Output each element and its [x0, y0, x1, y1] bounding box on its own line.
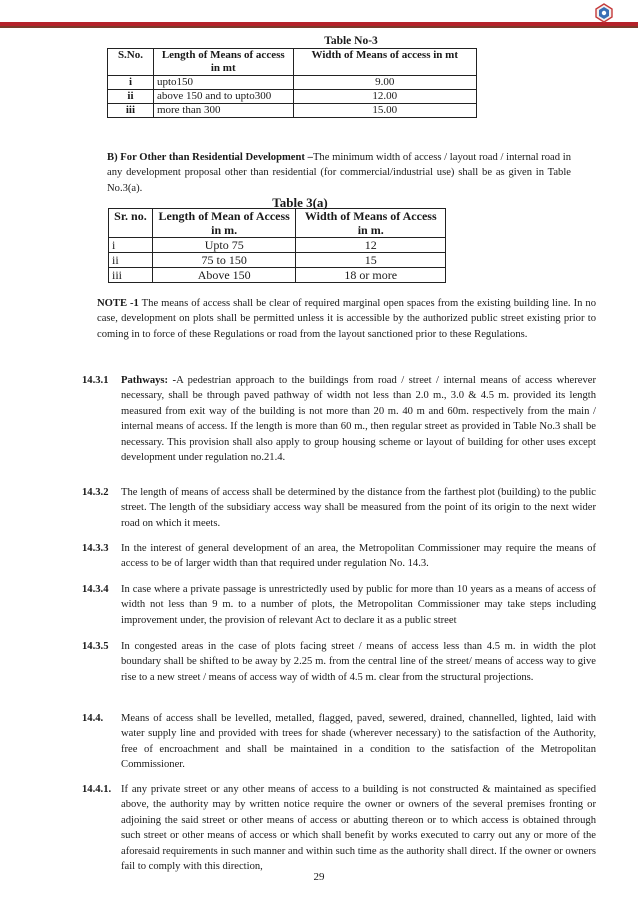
section-b-heading: B) For Other than Residential Development –	[107, 152, 313, 163]
width-cell: 12	[296, 238, 446, 253]
column-header: Length of Means of access in mt	[153, 49, 293, 76]
width-cell: 9.00	[293, 76, 476, 90]
sno-cell: iii	[108, 104, 154, 118]
clause-number: 14.4.1.	[82, 784, 112, 795]
clause-paragraph	[121, 373, 596, 465]
clause-paragraph: If any private street or any other means of access to a building is not constructed & maintained as specified above, the authority may by written notice require the owner or owners of the several premises fronting or adjoining the said street or other means of access or abutting thereon or to which access is obtained through such street or other means of access or which shall benefit by works executed to carry out any or more of the aforesaid requirements in such manner and within such time as the authority shall direct. If the owner or owners fail to comply with this direction,	[121, 784, 596, 873]
table-row	[108, 104, 477, 118]
column-header: S.No.	[108, 49, 154, 76]
table-header-row	[109, 209, 446, 238]
clause-paragraph: The length of means of access shall be determined by the distance from the farthest plot (building) to the public street. The length of the subsidiary access way shall be measured from the point of its origin to the next wider road on which it meets.	[121, 487, 596, 529]
clause-paragraph: Means of access shall be levelled, metalled, flagged, paved, sewered, drained, channelled, lighted, laid with water supply line and provided with trees for shade (wherever necessary) to the satisfaction of the Authority, free of encroachment and shall be maintained in a condition to the satisfaction of the Metropolitan Commissioner.	[121, 713, 596, 771]
width-cell: 15.00	[293, 104, 476, 118]
section-b-text: The minimum width of access / layout road / internal road in any development proposal other than residential (for commercial/industrial use) shall be as given in Table No.3(a).	[107, 152, 571, 194]
width-cell: 12.00	[293, 90, 476, 104]
length-cell: Above 150	[152, 268, 296, 283]
table3	[107, 48, 477, 118]
note-text: The means of access shall be clear of required marginal open spaces from the existing building line. In no case, development on plots shall be permitted unless it is accessible by the authorized public street existing prior to coming in to force of these Regulations or road from the layout sanctioned prior to these Regulations.	[97, 298, 596, 340]
sr-cell: ii	[109, 253, 153, 268]
table-row	[109, 238, 446, 253]
header-rule-underline	[0, 26, 638, 28]
length-cell: upto150	[153, 76, 293, 90]
clause-number: 14.3.4	[82, 584, 109, 595]
clause-number: 14.4.	[82, 713, 104, 724]
clause-lead: Pathways: -	[121, 375, 177, 386]
sr-cell: i	[109, 238, 153, 253]
clause-number: 14.3.3	[82, 543, 109, 554]
length-cell: more than 300	[153, 104, 293, 118]
length-cell: above 150 and to upto300	[153, 90, 293, 104]
table-header-row	[108, 49, 477, 76]
column-header: Width of Means of access in mt	[293, 49, 476, 76]
column-header: Sr. no.	[109, 209, 153, 238]
table-row	[109, 268, 446, 283]
clause-paragraph: In the interest of general development of an area, the Metropolitan Commissioner may require the means of access to be of larger width than that required under regulation No. 14.3.	[121, 543, 596, 570]
width-cell: 18 or more	[296, 268, 446, 283]
table-row	[108, 90, 477, 104]
table3a	[108, 208, 446, 283]
note-paragraph	[97, 296, 596, 342]
table-row	[109, 253, 446, 268]
length-cell: 75 to 150	[152, 253, 296, 268]
table-row	[108, 76, 477, 90]
column-header: Length of Mean of Access in m.	[152, 209, 296, 238]
sr-cell: iii	[109, 268, 153, 283]
width-cell: 15	[296, 253, 446, 268]
clause-paragraph: In congested areas in the case of plots facing street / means of access less than 4.5 m. in width the plot boundary shall be shifted to be away by 2.25 m. from the central line of the street/ means of access way to give rise to a new street / means of access way of width of 4.5 m. clear from the structural projections.	[121, 641, 596, 683]
table3-caption: Table No-3	[324, 35, 378, 47]
clause-number: 14.3.2	[82, 487, 109, 498]
clause-number: 14.3.5	[82, 641, 109, 652]
column-header: Width of Means of Access in m.	[296, 209, 446, 238]
section-b-paragraph	[107, 150, 571, 196]
sno-cell: ii	[108, 90, 154, 104]
page-number: 29	[313, 871, 325, 883]
clause-paragraph: In case where a private passage is unrestrictedly used by public for more than 10 years as a means of access of width not less than 9 m. to a number of plots, the Metropolitan Commissioner may take steps including improvement under, the provision of relevant Act to declare it as a public street	[121, 584, 596, 626]
clause-text: A pedestrian approach to the buildings from road / street / internal means of access wherever necessary, shall be through paved pathway of width not less than 2.0 m., 3.0 & 4.5 m. provided its length measured from exit way of the building is not more than 20 m. 40 m and 60m. respectively from the main / internal means of access. If the length is more than 60 m., then regular street as provided in Table No.3 shall be necessary. This provision shall also apply to group housing scheme or layout of building for other uses except development under regulation no.21.4.	[121, 375, 596, 464]
note-label: NOTE -1	[97, 298, 139, 309]
clause-number: 14.3.1	[82, 375, 109, 386]
length-cell: Upto 75	[152, 238, 296, 253]
publisher-logo-icon	[593, 3, 615, 23]
table3a-caption: Table 3(a)	[272, 195, 328, 210]
sno-cell: i	[108, 76, 154, 90]
